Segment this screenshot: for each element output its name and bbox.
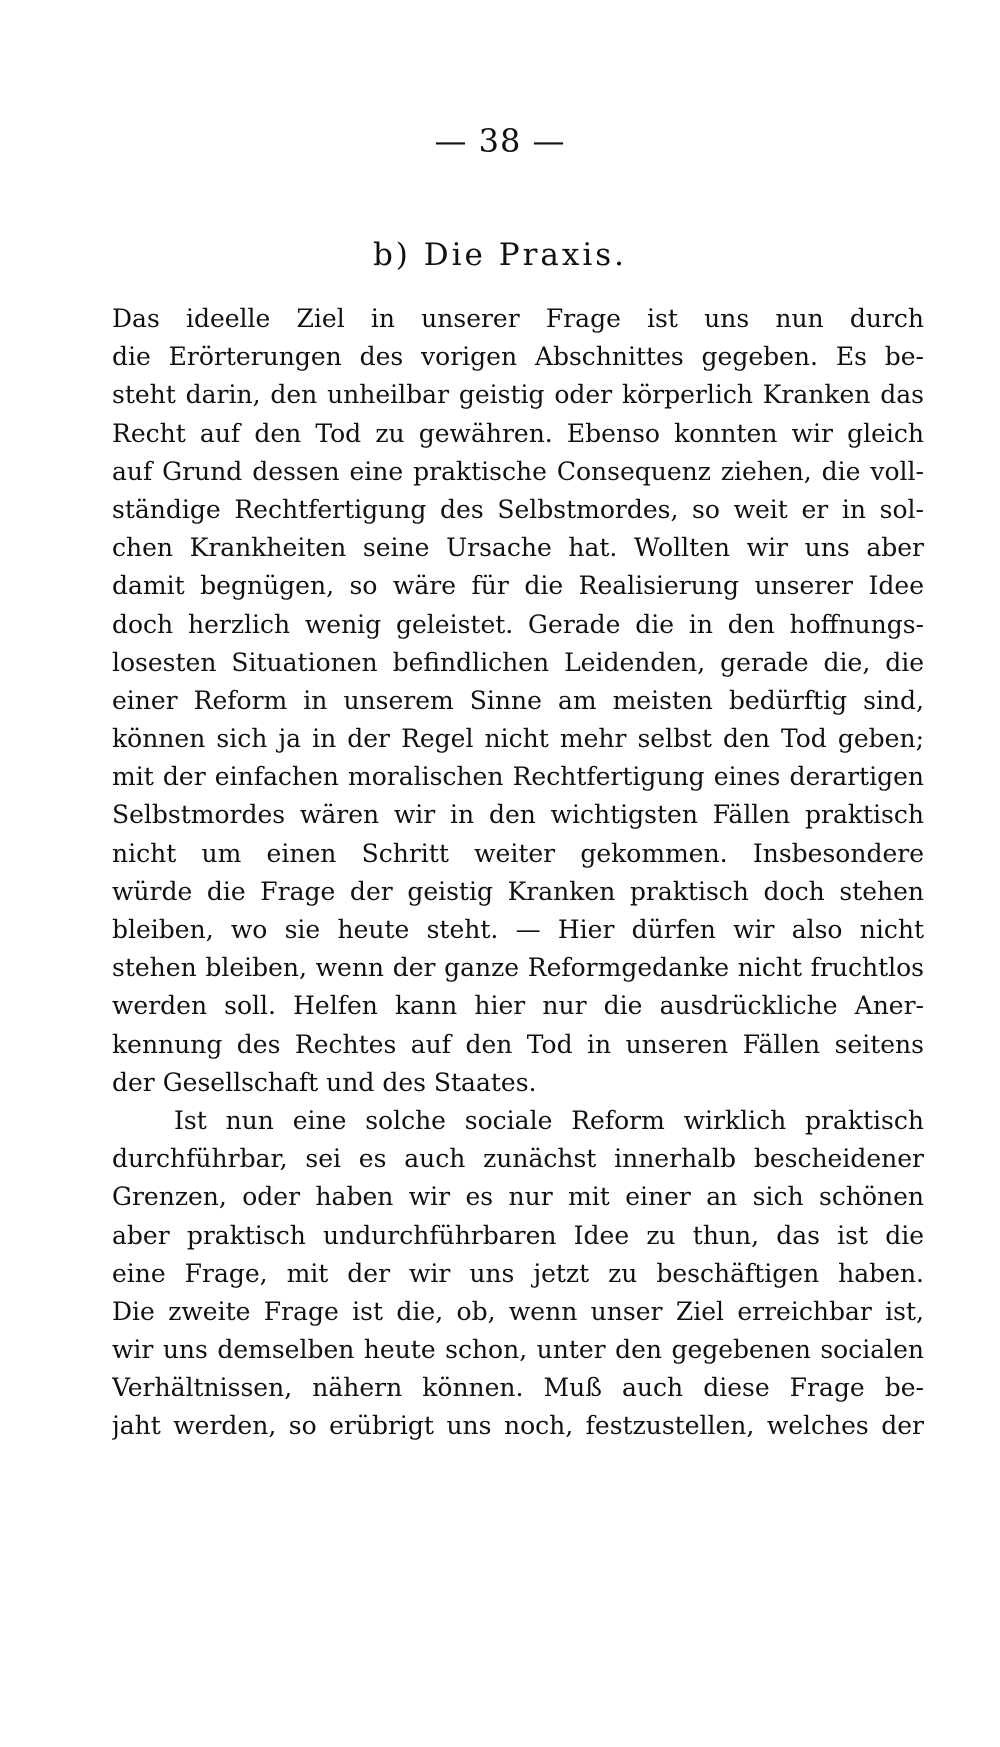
paragraph-2 (112, 1102, 924, 1446)
text-line: Ist nun eine solche sociale Reform wirklich praktisch (174, 1105, 924, 1135)
text-line: einer Reform in unserem Sinne am meisten bedürftig sind, (112, 685, 924, 715)
text-line: losesten Situationen befindlichen Leidenden, gerade die, die (112, 647, 924, 677)
text-line: mit der einfachen moralischen Rechtfertigung eines derartigen (112, 762, 924, 792)
text-line: jaht werden, so erübrigt uns noch, festzustellen, welches der (112, 1411, 924, 1441)
text-line: wir uns demselben heute schon, unter den gegebenen socialen (112, 1335, 924, 1365)
text-line: Verhältnissen, nähern können. Muß auch diese Frage be- (112, 1373, 924, 1403)
text-line: doch herzlich wenig geleistet. Gerade die in den hoffnungs- (112, 609, 924, 639)
paragraph-1 (112, 300, 924, 1102)
text-line: Die zweite Frage ist die, ob, wenn unser Ziel erreichbar ist, (112, 1296, 924, 1326)
text-line: würde die Frage der geistig Kranken praktisch doch stehen (112, 876, 924, 906)
text-line: ständige Rechtfertigung des Selbstmordes, so weit er in sol- (112, 494, 924, 524)
text-line: bleiben, wo sie heute steht. — Hier dürfen wir also nicht (112, 915, 924, 944)
text-line: Grenzen, oder haben wir es nur mit einer an sich schönen (112, 1182, 924, 1212)
page-number: — 38 — (434, 122, 566, 160)
text-line: nicht um einen Schritt weiter gekommen. Insbesondere (112, 838, 924, 868)
text-line: Recht auf den Tod zu gewähren. Ebenso konnten wir gleich (112, 418, 924, 448)
text-line: auf Grund dessen eine praktische Consequenz ziehen, die voll- (112, 456, 924, 486)
body-text (112, 300, 924, 1446)
text-line: steht darin, den unheilbar geistig oder körperlich Kranken das (112, 380, 924, 410)
text-line: können sich ja in der Regel nicht mehr selbst den Tod geben; (112, 724, 924, 754)
text-line: Selbstmordes wären wir in den wichtigsten Fällen praktisch (112, 800, 924, 830)
text-line: aber praktisch undurchführbaren Idee zu thun, das ist die (112, 1220, 924, 1250)
text-line: werden soll. Helfen kann hier nur die ausdrückliche Aner- (112, 991, 924, 1021)
text-line: die Erörterungen des vorigen Abschnittes gegeben. Es be- (112, 342, 924, 372)
text-line: eine Frage, mit der wir uns jetzt zu beschäftigen haben. (112, 1258, 924, 1288)
text-line: der Gesellschaft und des Staates. (112, 1067, 537, 1097)
text-line: Das ideelle Ziel in unserer Frage ist uns nun durch (112, 304, 924, 333)
text-line: damit begnügen, so wäre für die Realisierung unserer Idee (112, 571, 924, 601)
text-line: durchführbar, sei es auch zunächst innerhalb bescheidener (112, 1144, 924, 1174)
section-heading: b) Die Praxis. (372, 237, 628, 273)
text-line: kennung des Rechtes auf den Tod in unseren Fällen seitens (112, 1029, 924, 1059)
text-line: stehen bleiben, wenn der ganze Reformgedanke nicht fruchtlos (112, 953, 924, 983)
text-line: chen Krankheiten seine Ursache hat. Wollten wir uns aber (112, 533, 924, 563)
